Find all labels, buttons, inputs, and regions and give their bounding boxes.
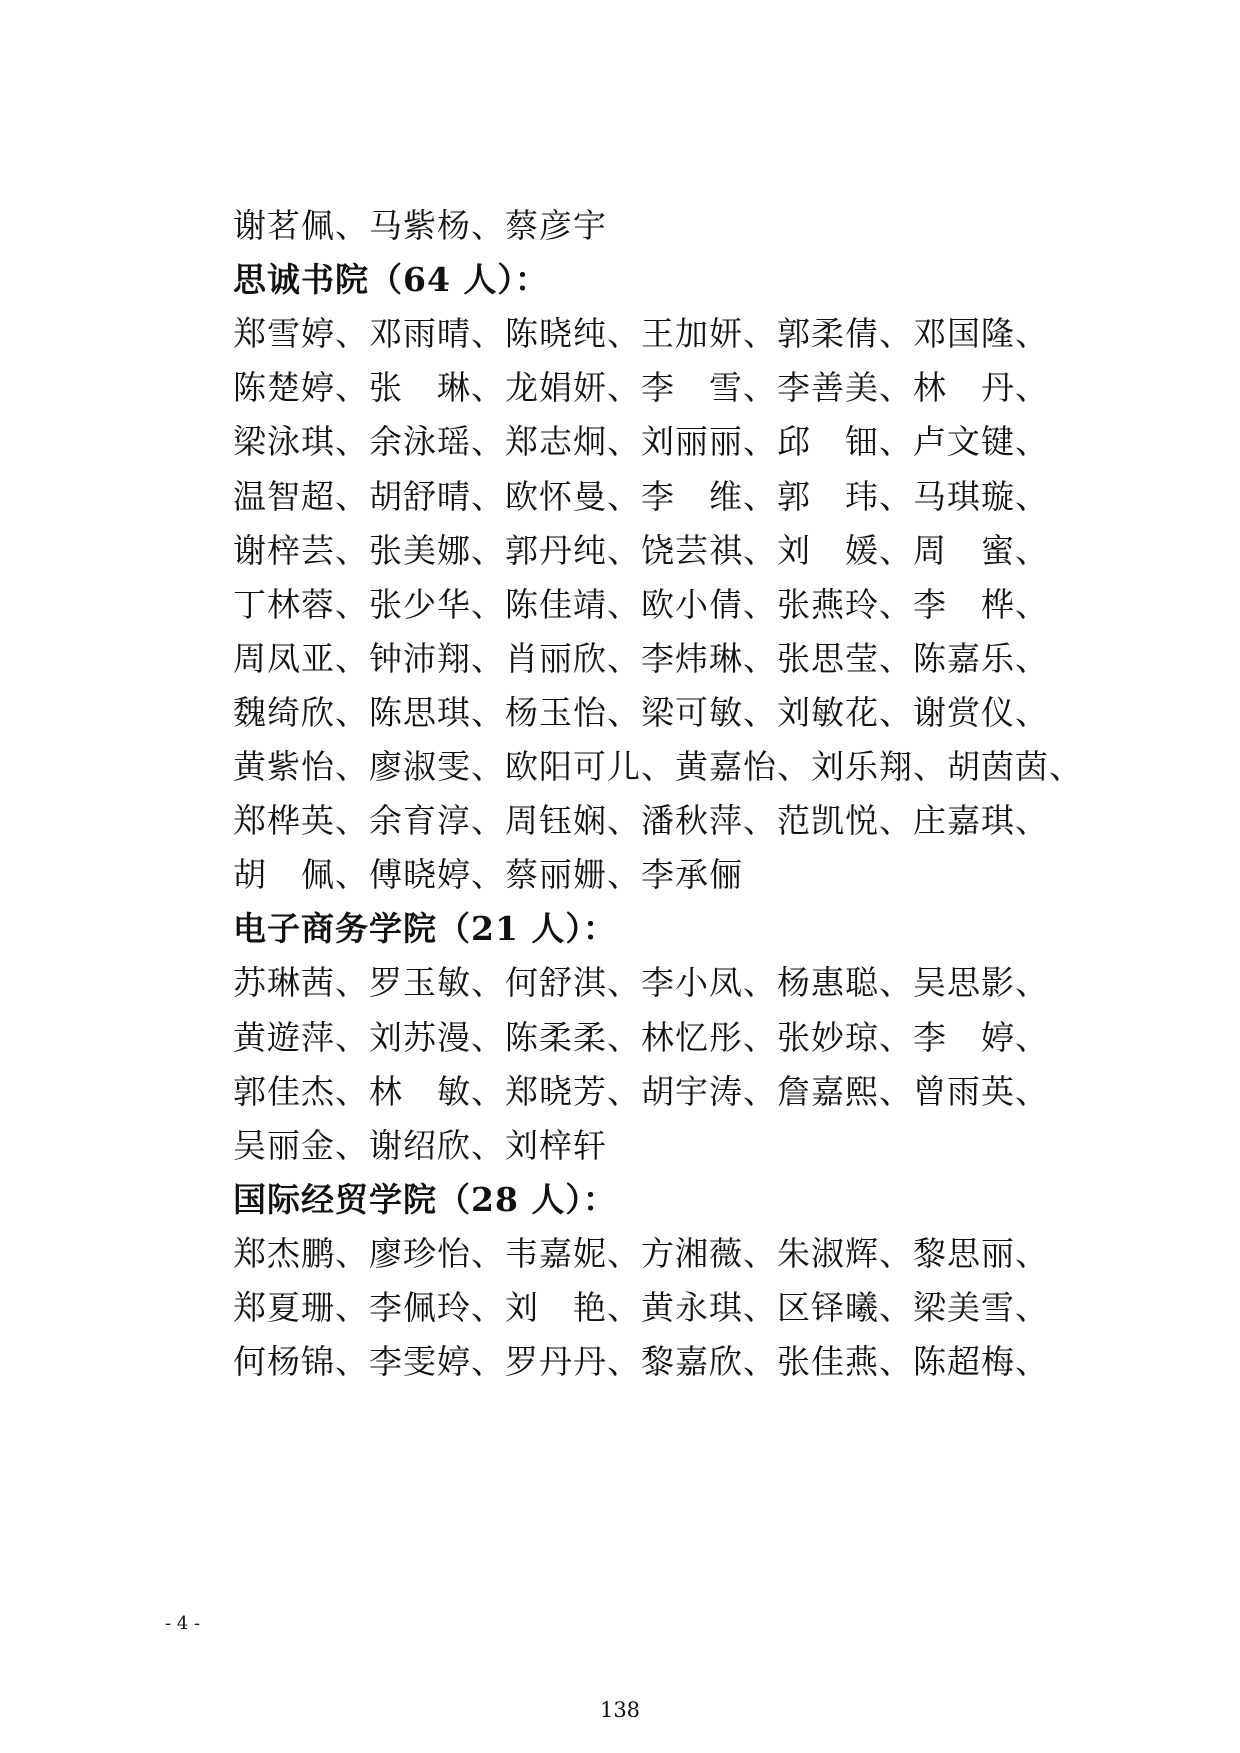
name-list-line: 何杨锦、李雯婷、罗丹丹、黎嘉欣、张佳燕、陈超梅、 xyxy=(233,1342,1049,1382)
name-list-line: 胡 佩、傅晓婷、蔡丽姗、李承俪 xyxy=(233,855,743,895)
name-list-line: 郑杰鹏、廖珍怡、韦嘉妮、方湘薇、朱淑辉、黎思丽、 xyxy=(233,1233,1049,1273)
name-list-line: 黄遊萍、刘苏漫、陈柔柔、林忆彤、张妙琼、李 婷、 xyxy=(233,1017,1049,1057)
name-list-line: 魏绮欣、陈思琪、杨玉怡、梁可敏、刘敏花、谢赏仪、 xyxy=(233,692,1049,732)
name-list-line: 周凤亚、钟沛翔、肖丽欣、李炜琳、张思莹、陈嘉乐、 xyxy=(233,638,1049,678)
name-list-line: 郭佳杰、林 敏、郑晓芳、胡宇涛、詹嘉熙、曾雨英、 xyxy=(233,1071,1049,1111)
name-list-line: 谢梓芸、张美娜、郭丹纯、饶芸祺、刘 媛、周 蜜、 xyxy=(233,530,1049,570)
name-list-line: 苏琳茜、罗玉敏、何舒淇、李小凤、杨惠聪、吴思影、 xyxy=(233,963,1049,1003)
name-list-line: 梁泳琪、余泳瑶、郑志炯、刘丽丽、邱 钿、卢文键、 xyxy=(233,422,1049,462)
name-list-line: 丁林蓉、张少华、陈佳靖、欧小倩、张燕玲、李 桦、 xyxy=(233,584,1049,624)
name-list-line: 郑夏珊、李佩玲、刘 艳、黄永琪、区铎曦、梁美雪、 xyxy=(233,1288,1049,1327)
section-heading: 国际经贸学院（28 人）： xyxy=(233,1179,617,1219)
page-number: 138 xyxy=(599,1698,641,1722)
name-list-line: 谢茗佩、马紫杨、蔡彦宇 xyxy=(233,206,607,245)
name-list-line: 陈楚婷、张 琳、龙娟妍、李 雪、李善美、林 丹、 xyxy=(233,368,1049,408)
name-list-line: 温智超、胡舒晴、欧怀曼、李 维、郭 玮、马琪璇、 xyxy=(233,476,1049,516)
name-list-line: 郑雪婷、邓雨晴、陈晓纯、王加妍、郭柔倩、邓国隆、 xyxy=(233,314,1049,354)
page-mark: - 4 - xyxy=(165,1613,201,1634)
name-list-line: 吴丽金、谢绍欣、刘梓轩 xyxy=(233,1125,607,1165)
section-heading: 思诚书院（64 人）： xyxy=(233,260,549,300)
name-list-line: 黄紫怡、廖淑雯、欧阳可儿、黄嘉怡、刘乐翔、胡茵茵、 xyxy=(233,747,1083,786)
section-heading: 电子商务学院（21 人）： xyxy=(233,909,617,949)
name-list-line: 郑桦英、余育淳、周钰娴、潘秋萍、范凯悦、庄嘉琪、 xyxy=(233,801,1049,841)
